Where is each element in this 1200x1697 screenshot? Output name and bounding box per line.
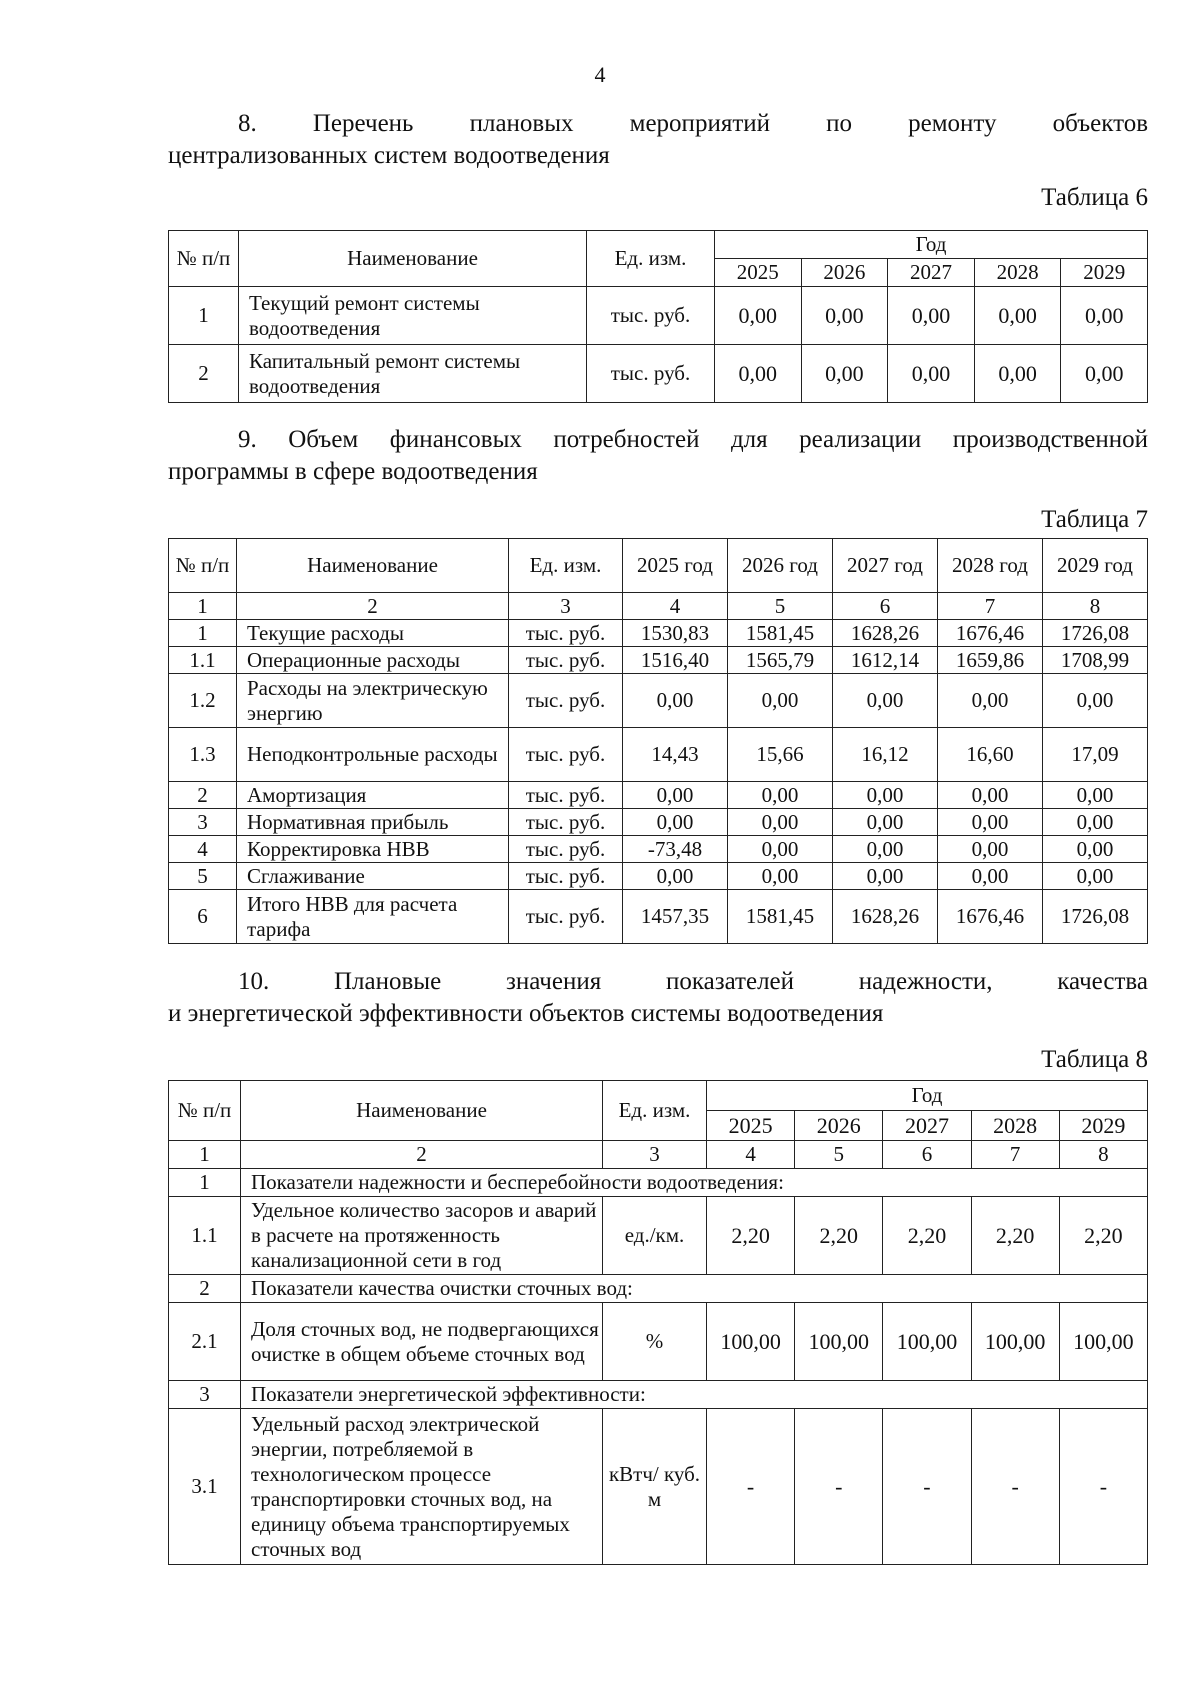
row-num: 1.1: [169, 647, 237, 674]
row-value: 1628,26: [833, 620, 938, 647]
table-row: [169, 620, 1148, 647]
section-9-heading: [168, 424, 1148, 488]
row-name: Расходы на электрическую энергию: [237, 674, 509, 728]
row-num: 3.1: [169, 1409, 241, 1565]
header-name: Наименование: [239, 231, 587, 287]
group-row: [169, 1381, 1148, 1409]
row-value: 0,00: [888, 345, 975, 403]
row-value: 0,00: [623, 809, 728, 836]
table-row: [169, 1409, 1148, 1565]
table-8: [168, 1080, 1148, 1565]
row-value: 0,00: [974, 345, 1061, 403]
row-value: 1612,14: [833, 647, 938, 674]
row-value: 0,00: [1061, 345, 1148, 403]
index-cell: 8: [1043, 593, 1148, 620]
row-value: -: [1059, 1409, 1147, 1565]
row-value: -: [971, 1409, 1059, 1565]
row-unit: тыс. руб.: [509, 809, 623, 836]
row-unit: тыс. руб.: [509, 674, 623, 728]
row-value: 14,43: [623, 728, 728, 782]
header-unit: Ед. изм.: [509, 539, 623, 593]
index-cell: 6: [833, 593, 938, 620]
table-row: [169, 836, 1148, 863]
row-value: 1676,46: [938, 620, 1043, 647]
header-year-2029: 2029: [1061, 259, 1148, 287]
index-cell: 7: [938, 593, 1043, 620]
row-unit: ед./км.: [603, 1197, 707, 1275]
group-row: [169, 1169, 1148, 1197]
table-row: [169, 345, 1148, 403]
row-num: 1.2: [169, 674, 237, 728]
row-unit: тыс. руб.: [587, 287, 715, 345]
index-cell: 8: [1059, 1141, 1147, 1169]
index-cell: 5: [795, 1141, 883, 1169]
table-8-caption: Таблица 8: [1041, 1046, 1148, 1073]
row-value: 0,00: [938, 809, 1043, 836]
row-value: 0,00: [715, 287, 802, 345]
row-value: 0,00: [728, 782, 833, 809]
header-num: № п/п: [169, 1081, 241, 1141]
row-num: 5: [169, 863, 237, 890]
row-value: 0,00: [1043, 809, 1148, 836]
group-num: 1: [169, 1169, 241, 1197]
row-value: 2,20: [795, 1197, 883, 1275]
table-row: [169, 674, 1148, 728]
row-value: 0,00: [833, 863, 938, 890]
header-year-2026: 2026 год: [728, 539, 833, 593]
row-value: 0,00: [1061, 287, 1148, 345]
row-unit: тыс. руб.: [509, 863, 623, 890]
section-10-heading-line1: 10. Плановые значения показателей надежности, качества: [238, 968, 1148, 995]
row-value: 1726,08: [1043, 620, 1148, 647]
row-name: Текущий ремонт системы водоотведения: [239, 287, 587, 345]
row-num: 2: [169, 345, 239, 403]
table-row: [169, 287, 1148, 345]
row-value: 2,20: [883, 1197, 971, 1275]
header-year-2027: 2027: [883, 1111, 971, 1141]
row-value: 0,00: [623, 674, 728, 728]
row-value: 2,20: [707, 1197, 795, 1275]
row-unit: тыс. руб.: [509, 836, 623, 863]
row-value: 1676,46: [938, 890, 1043, 944]
row-value: 0,00: [938, 836, 1043, 863]
row-value: 1516,40: [623, 647, 728, 674]
row-name: Сглаживание: [237, 863, 509, 890]
row-value: 0,00: [938, 782, 1043, 809]
group-title: Показатели надежности и бесперебойности водоотведения:: [241, 1169, 1148, 1197]
index-cell: 3: [603, 1141, 707, 1169]
row-value: 0,00: [1043, 674, 1148, 728]
row-value: 1581,45: [728, 620, 833, 647]
header-year-2028: 2028: [974, 259, 1061, 287]
header-year: Год: [715, 231, 1148, 259]
row-value: 1659,86: [938, 647, 1043, 674]
row-value: 0,00: [728, 863, 833, 890]
row-value: 2,20: [1059, 1197, 1147, 1275]
header-name: Наименование: [241, 1081, 603, 1141]
row-value: 2,20: [971, 1197, 1059, 1275]
row-value: 0,00: [888, 287, 975, 345]
row-value: 16,60: [938, 728, 1043, 782]
row-name: Капитальный ремонт системы водоотведения: [239, 345, 587, 403]
row-value: 100,00: [1059, 1303, 1147, 1381]
row-name: Операционные расходы: [237, 647, 509, 674]
index-cell: 1: [169, 593, 237, 620]
header-year: Год: [707, 1081, 1148, 1111]
row-value: 1628,26: [833, 890, 938, 944]
row-value: 17,09: [1043, 728, 1148, 782]
row-value: 16,12: [833, 728, 938, 782]
row-value: 0,00: [728, 674, 833, 728]
index-cell: 2: [237, 593, 509, 620]
header-year-2027: 2027 год: [833, 539, 938, 593]
row-value: 1457,35: [623, 890, 728, 944]
row-num: 1: [169, 287, 239, 345]
header-year-2025: 2025: [715, 259, 802, 287]
row-value: 0,00: [938, 674, 1043, 728]
row-value: 0,00: [715, 345, 802, 403]
section-8-heading-line2: централизованных систем водоотведения: [168, 142, 610, 169]
row-name: Текущие расходы: [237, 620, 509, 647]
header-year-2029: 2029 год: [1043, 539, 1148, 593]
row-value: 0,00: [623, 863, 728, 890]
header-year-2025: 2025 год: [623, 539, 728, 593]
group-title: Показатели энергетической эффективности:: [241, 1381, 1148, 1409]
index-cell: 2: [241, 1141, 603, 1169]
header-unit: Ед. изм.: [587, 231, 715, 287]
header-year-2027: 2027: [888, 259, 975, 287]
index-row: [169, 1141, 1148, 1169]
row-unit: тыс. руб.: [509, 620, 623, 647]
table-row: [169, 863, 1148, 890]
table-row: [169, 809, 1148, 836]
table-row: [169, 728, 1148, 782]
table-6-caption: Таблица 6: [1041, 184, 1148, 211]
row-unit: тыс. руб.: [509, 647, 623, 674]
header-year-2025: 2025: [707, 1111, 795, 1141]
table-row: [169, 647, 1148, 674]
index-cell: 1: [169, 1141, 241, 1169]
row-unit: тыс. руб.: [509, 782, 623, 809]
table-7: [168, 538, 1148, 944]
section-10-heading: [168, 966, 1148, 1030]
group-title: Показатели качества очистки сточных вод:: [241, 1275, 1148, 1303]
section-9-heading-line2: программы в сфере водоотведения: [168, 458, 538, 485]
header-year-2029: 2029: [1059, 1111, 1147, 1141]
header-name: Наименование: [237, 539, 509, 593]
row-name: Итого НВВ для расчета тарифа: [237, 890, 509, 944]
row-name: Нормативная прибыль: [237, 809, 509, 836]
row-value: -: [883, 1409, 971, 1565]
row-value: 0,00: [833, 836, 938, 863]
table-row: [169, 1197, 1148, 1275]
index-cell: 4: [623, 593, 728, 620]
row-value: 0,00: [801, 345, 888, 403]
row-value: 0,00: [833, 674, 938, 728]
row-value: 1708,99: [1043, 647, 1148, 674]
row-value: 0,00: [833, 809, 938, 836]
row-value: 100,00: [707, 1303, 795, 1381]
row-value: 100,00: [795, 1303, 883, 1381]
group-row: [169, 1275, 1148, 1303]
row-unit: тыс. руб.: [509, 890, 623, 944]
header-year-2028: 2028: [971, 1111, 1059, 1141]
row-value: 15,66: [728, 728, 833, 782]
row-unit: тыс. руб.: [509, 728, 623, 782]
index-cell: 4: [707, 1141, 795, 1169]
table-row: [169, 1303, 1148, 1381]
row-num: 2: [169, 782, 237, 809]
row-num: 1: [169, 620, 237, 647]
row-num: 3: [169, 809, 237, 836]
row-value: 0,00: [1043, 836, 1148, 863]
row-value: 0,00: [728, 836, 833, 863]
header-year-2026: 2026: [801, 259, 888, 287]
row-value: 100,00: [883, 1303, 971, 1381]
header-unit: Ед. изм.: [603, 1081, 707, 1141]
row-value: 1565,79: [728, 647, 833, 674]
index-cell: 6: [883, 1141, 971, 1169]
table-7-caption: Таблица 7: [1041, 506, 1148, 533]
row-value: 0,00: [974, 287, 1061, 345]
row-unit: кВтч/ куб. м: [603, 1409, 707, 1565]
row-name: Удельное количество засоров и аварий в расчете на протяженность канализационной сети в год: [241, 1197, 603, 1275]
row-num: 6: [169, 890, 237, 944]
header-year-2026: 2026: [795, 1111, 883, 1141]
row-unit: %: [603, 1303, 707, 1381]
row-value: 100,00: [971, 1303, 1059, 1381]
row-value: 0,00: [833, 782, 938, 809]
row-value: 1726,08: [1043, 890, 1148, 944]
row-value: 0,00: [1043, 863, 1148, 890]
group-num: 3: [169, 1381, 241, 1409]
section-8-heading-line1: 8. Перечень плановых мероприятий по ремонту объектов: [238, 110, 1148, 137]
row-value: 0,00: [801, 287, 888, 345]
row-value: 1581,45: [728, 890, 833, 944]
header-year-2028: 2028 год: [938, 539, 1043, 593]
row-value: 0,00: [728, 809, 833, 836]
row-name: Корректировка НВВ: [237, 836, 509, 863]
section-8-heading: [168, 108, 1148, 172]
group-num: 2: [169, 1275, 241, 1303]
row-name: Доля сточных вод, не подвергающихся очистке в общем объеме сточных вод: [241, 1303, 603, 1381]
row-num: 1.1: [169, 1197, 241, 1275]
row-num: 4: [169, 836, 237, 863]
row-value: 1530,83: [623, 620, 728, 647]
index-cell: 5: [728, 593, 833, 620]
row-value: -: [795, 1409, 883, 1565]
index-row: [169, 593, 1148, 620]
page-number: 4: [594, 62, 606, 87]
row-value: 0,00: [938, 863, 1043, 890]
section-9-heading-line1: 9. Объем финансовых потребностей для реализации производственной: [238, 426, 1148, 453]
row-unit: тыс. руб.: [587, 345, 715, 403]
table-row: [169, 782, 1148, 809]
table-row: [169, 890, 1148, 944]
row-value: -: [707, 1409, 795, 1565]
section-10-heading-line2: и энергетической эффективности объектов системы водоотведения: [168, 1000, 884, 1027]
row-value: 0,00: [623, 782, 728, 809]
row-value: 0,00: [1043, 782, 1148, 809]
row-name: Удельный расход электрической энергии, потребляемой в технологическом процессе транспортировки сточных вод, на единицу объема транспортируемых сточных вод: [241, 1409, 603, 1565]
index-cell: 3: [509, 593, 623, 620]
row-num: 1.3: [169, 728, 237, 782]
row-name: Амортизация: [237, 782, 509, 809]
table-6: [168, 230, 1148, 403]
header-num: № п/п: [169, 539, 237, 593]
header-num: № п/п: [169, 231, 239, 287]
row-value: -73,48: [623, 836, 728, 863]
index-cell: 7: [971, 1141, 1059, 1169]
row-num: 2.1: [169, 1303, 241, 1381]
row-name: Неподконтрольные расходы: [237, 728, 509, 782]
